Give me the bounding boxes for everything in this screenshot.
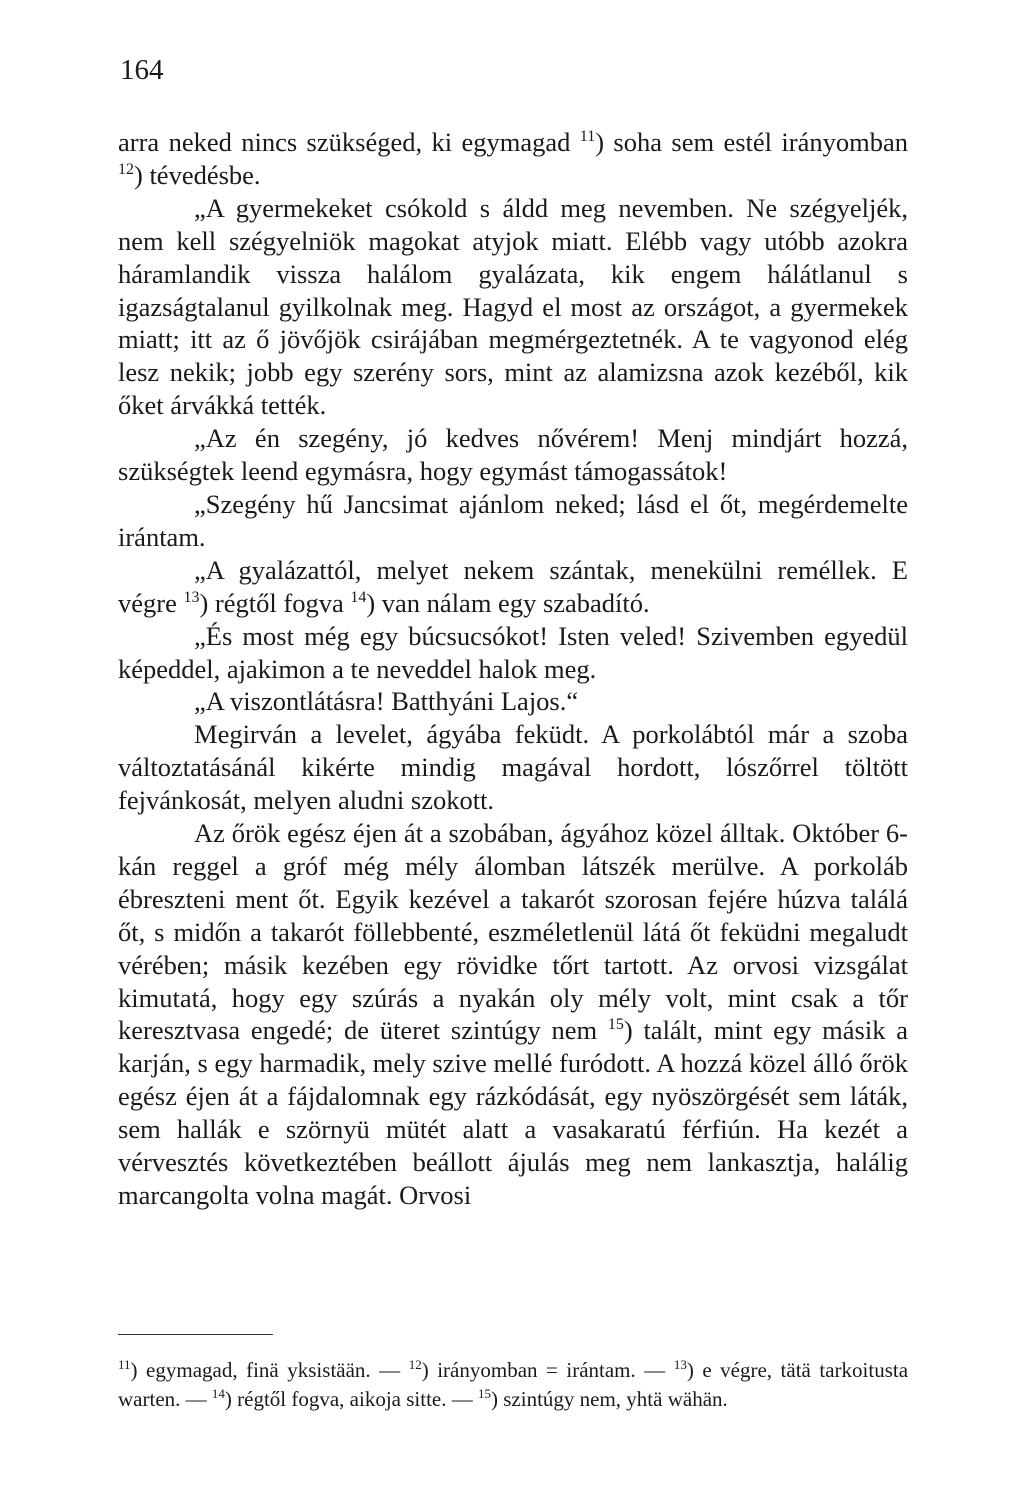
paragraph — [118, 488, 908, 554]
footnote-number: 15 — [478, 1385, 491, 1401]
paragraph-text: „A gyalázattól, melyet nekem szántak, menekülni reméllek. E végre — [118, 554, 908, 618]
paragraph-text: ) tévedésbe. — [134, 159, 261, 190]
paragraph-text: „Szegény hű Jancsimat ajánlom neked; lásd el őt, megérdemelte irántam. — [118, 488, 908, 552]
footnote-text — [118, 1356, 908, 1413]
footnotes — [118, 1356, 908, 1413]
body-text — [118, 126, 908, 1212]
paragraph — [118, 718, 908, 817]
footnote-gloss: ) régtől fogva, aikoja sitte. — — [224, 1386, 478, 1411]
page-number: 164 — [120, 54, 164, 86]
footnote-marker: 13 — [183, 588, 200, 606]
paragraph-text: „Az én szegény, jó kedves nővérem! Menj mindjárt hozzá, szükségtek leend egymásra, hogy egymást támogassátok! — [118, 423, 908, 487]
paragraph — [118, 554, 908, 620]
footnote-number: 11 — [118, 1357, 131, 1372]
paragraph — [118, 192, 908, 422]
footnote-gloss: ) irányomban = irántam. — — [421, 1358, 674, 1382]
footnote-gloss: ) egymagad, finä yksistään. — — [130, 1358, 409, 1382]
footnote-gloss: ) szintúgy nem, yhtä wähän. — [491, 1386, 728, 1411]
paragraph-text: „A viszontlátásra! Batthyáni Lajos.“ — [194, 686, 579, 717]
paragraph-text: „A gyermekeket csókold s áldd meg nevemben. Ne szégyeljék, nem kell szégyelniök magokat atyjok miatt. Elébb vagy utóbb azokra háramlandik vissza halálom gyalázata, kik engem hálátlanul s igazságtalanul gyilkolnak meg. Hagyd el most az országot, a gyermekek miatt; itt az ő jövőjök csirájában megmérgeztetnék. A te vagyonod elég lesz nekik; jobb egy szerény sors, mint az alamizsna azok kezéből, kik őket árvákká tették. — [118, 192, 908, 421]
footnote-marker: 12 — [118, 160, 134, 178]
footnote-marker: 15 — [607, 1016, 624, 1034]
footnote-divider — [118, 1334, 273, 1335]
footnote-number: 13 — [673, 1357, 687, 1372]
paragraph — [118, 422, 908, 488]
footnote-number: 12 — [408, 1357, 422, 1372]
paragraph-text: Megirván a levelet, ágyába feküdt. A porkolábtól már a szoba változtatásánál kikérte mindig magával hordott, lószőrrel töltött fejvánkosát, melyen aludni szokott. — [118, 719, 908, 816]
paragraph-text: ) soha sem estél irányomban — [595, 127, 908, 157]
footnote-gloss: ) e végre, tätä tarkoitusta warten. — — [118, 1358, 909, 1411]
paragraph — [118, 620, 908, 686]
paragraph-text: ) régtől fogva — [199, 587, 351, 618]
footnote-number: 14 — [211, 1385, 225, 1401]
paragraph-text: Az őrök egész éjen át a szobában, ágyához közel álltak. Október 6-kán reggel a gróf még mély álomban látszék merülve. A porkoláb ébreszteni ment őt. Egyik kezével a takarót szorosan fejére húzva találá őt, s midőn a takarót föllebbenté, eszméletlenül látá őt feküdni megaludt vérében; másik kezében egy rövidke tőrt tartott. Az orvosi vizsgálat kimutatá, hogy egy szúrás a nyakán oly mély volt, mint csak a tőr keresztvasa engedé; de üteret szintúgy nem — [118, 818, 908, 1046]
paragraph-text: ) van nálam egy szabadító. — [366, 587, 650, 618]
paragraph — [118, 817, 908, 1212]
paragraph-text: arra neked nincs szükséged, ki egymagad — [118, 127, 580, 157]
paragraph — [118, 126, 908, 192]
footnote-marker: 11 — [579, 128, 596, 145]
paragraph — [118, 685, 908, 718]
footnote-marker: 14 — [350, 588, 367, 606]
paragraph-text: ) talált, mint egy másik a karján, s egy harmadik, mely szive mellé furódott. A hozzá közel álló őrök egész éjen át a fájdalomnak egy rázkódását, egy nyöszörgését sem láták, sem hallák e szörnyü mütét alatt a vasakaratú férfiún. Ha kezét a vérvesztés következtében beállott ájulás meg nem lankasztja, halálig marcangolta volna magát. Orvosi — [118, 1015, 909, 1210]
paragraph-text: „És most még egy búcsucsókot! Isten veled! Szivemben egyedül képeddel, ajakimon a te neveddel halok meg. — [118, 620, 908, 684]
